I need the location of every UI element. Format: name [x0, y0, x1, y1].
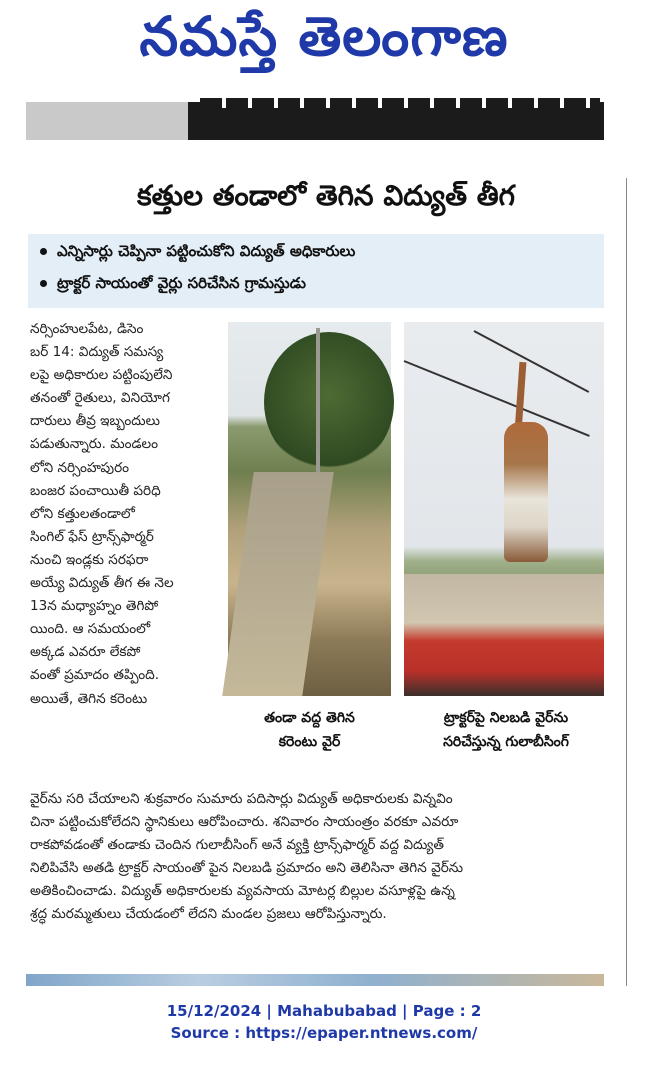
photo-broken-wire [228, 322, 391, 696]
text-line: శ్రద్ధ మరమ్మతులు చేయడంలో లేదని మండల ప్రజలు ఆరోపిస్తున్నారు. [30, 906, 387, 922]
text-line: నుంచి ఇండ్లకు సరఫరా [30, 551, 149, 568]
text-line: లపై అధికారుల పట్టింపులేని [30, 367, 173, 384]
bullet-item [40, 274, 306, 296]
wire-line [404, 360, 590, 437]
bullet-item [40, 242, 355, 264]
text-line: అతికించించాడు. విద్యుత్ అధికారులకు వ్యవసాయ మోటర్ల బిల్లుల వసూళ్లపై ఉన్న [30, 883, 455, 899]
bullet-dot-icon [40, 248, 47, 255]
text-line: నిలిపివేసి అతడి ట్రాక్టర్ సాయంతో పైన నిలబడి ప్రమాదం అని తెలిసినా తెగిన వైర్‌ను [30, 860, 464, 876]
tree-shape [264, 332, 394, 472]
photo2-caption [404, 706, 608, 754]
masthead-bar-pattern [200, 98, 600, 108]
text-line: యింది. ఆ సమయంలో [30, 621, 151, 638]
text-line: అయితే, తెగిన కరెంటు [30, 690, 148, 707]
photo-man-on-tractor [404, 322, 604, 696]
masthead-title: నమస్తే తెలంగాణ [139, 5, 509, 68]
text-line: బర్ 14: విద్యుత్ సమస్య [30, 344, 164, 361]
bullet-text: ఎన్నిసార్లు చెప్పినా పట్టించుకోని విద్యుత్ అధికారులు [57, 242, 356, 260]
text-line: నర్సింహులపేట, డిసెం [30, 321, 144, 337]
tractor-shape [404, 574, 604, 696]
bullet-text: ట్రాక్టర్ సాయంతో వైర్లు సరిచేసిన గ్రామస్తుడు [57, 274, 306, 292]
text-line: వైర్‌ను సరి చేయాలని శుక్రవారం సుమారు పదిసార్లు విద్యుత్ అధికారులకు విన్నవిం [30, 791, 453, 807]
caption-line: సరిచేస్తున్న గులాబీసింగ్ [443, 734, 569, 750]
article-column [30, 318, 216, 711]
text-line: తనంతో రైతులు, వినియోగ [30, 390, 170, 407]
caption-line: తండా వద్ద తెగిన [264, 710, 355, 726]
text-line: అక్కడ ఎవరూ లేకపో [30, 644, 141, 661]
bullet-dot-icon [40, 280, 47, 287]
column-rule [626, 178, 627, 986]
caption-line: ట్రాక్టర్‌పై నిలబడి వైర్‌ను [443, 710, 569, 726]
caption-line: కరెంటు వైర్ [278, 734, 341, 750]
photo1-caption [228, 706, 391, 754]
text-line: సింగిల్ ఫేస్ ట్రాన్స్‌ఫార్మర్ [30, 528, 154, 545]
wire-line [474, 330, 590, 393]
next-article-strip [26, 974, 604, 986]
article-continuation [30, 788, 606, 926]
text-line: లోని నర్సింహపురం [30, 459, 130, 476]
dirt-road [222, 472, 333, 696]
text-line: బంజర పంచాయితీ పరిధి [30, 482, 161, 499]
article-headline: కత్తుల తండాలో తెగిన విద్యుత్ తీగ [137, 179, 515, 212]
text-line: రాకపోవడంతో తండాకు చెందిన గులాబీసింగ్ అనే వ్యక్తి ట్రాన్స్‌ఫార్మర్ వద్ద విద్యుత్ [30, 837, 444, 853]
masthead [0, 0, 648, 100]
masthead-bar-light [26, 102, 188, 140]
man-figure [504, 422, 548, 562]
text-line: చినా పట్టించుకోలేదని స్థానికులు ఆరోపించారు. శనివారం సాయంత్రం వరకూ ఎవరూ [30, 814, 459, 830]
text-line: వంతో ప్రమాదం తప్పింది. [30, 667, 160, 684]
text-line: లోని కత్తులతండాలో [30, 505, 135, 522]
text-line: పడుతున్నారు. మండలం [30, 436, 159, 453]
text-line: 13న మధ్యాహ్నం తెగిపో [30, 598, 159, 615]
text-line: దారులు తీవ్ర ఇబ్బందులు [30, 413, 160, 430]
text-line: అయ్యే విద్యుత్ తీగ ఈ నెల [30, 575, 174, 592]
footer-date-edition: 15/12/2024 | Mahabubabad | Page : 2 [166, 1002, 482, 1020]
bullet-box [28, 234, 604, 308]
footer-source[interactable]: Source : https://epaper.ntnews.com/ [170, 1024, 478, 1042]
